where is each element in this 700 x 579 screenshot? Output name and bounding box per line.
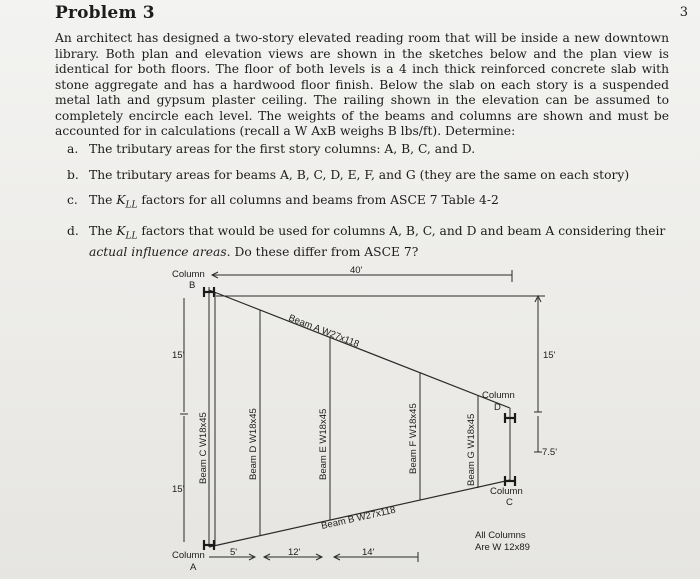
column-c-letter: C <box>506 497 513 508</box>
column-d-letter: D <box>494 402 501 413</box>
question-a <box>67 142 672 158</box>
kll-subscript: LL <box>125 231 138 242</box>
question-label: a. <box>67 142 79 156</box>
question-text: The tributary areas for the first story columns: A, B, C, and D. <box>89 142 476 156</box>
beam-g-label: Beam G W18x45 <box>466 413 477 486</box>
question-label: d. <box>67 223 79 238</box>
beam-e-label: Beam E W18x45 <box>318 408 329 480</box>
column-d-label: Column <box>482 390 515 401</box>
dim-right-upper-label: 15' <box>543 350 556 361</box>
dim-left-upper-label: 15' <box>172 350 185 361</box>
dim-top-label: 40' <box>350 265 363 276</box>
problem-title: Problem 3 <box>55 3 155 23</box>
beam-a-line <box>209 290 510 408</box>
problem-statement: An architect has designed a two-story elevated reading room that will be inside a new downtown library. Both plan and elevation views are shown in the sketches below and the plan view is identical for both floors. The floor of both levels is a 4 inch thick reinforced concrete slab with stone aggregate and has a hardwood floor finish. Below the slab on each story is a suspended metal lath and gypsum plaster ceiling. The railing shown in the elevation can be assumed to completely encircle each level. The weights of the beams and columns are shown and must be accounted for in calculations (recall a W AxB weighs B lbs/ft). Determine: <box>55 31 669 138</box>
beam-d-label: Beam D W18x45 <box>248 408 259 480</box>
column-c-label: Column <box>490 486 523 497</box>
question-list <box>67 142 672 260</box>
dim-bottom-1-label: 5' <box>230 547 238 558</box>
page-number: 3 <box>679 5 688 20</box>
question-label: b. <box>67 167 79 182</box>
kll-symbol: K <box>116 193 126 207</box>
column-b-label: Column <box>172 269 205 280</box>
column-a-letter: A <box>190 562 197 573</box>
question-text-pre: The <box>89 223 117 238</box>
column-b-letter: B <box>189 280 196 291</box>
beam-b-label: Beam B W27x118 <box>320 504 397 532</box>
question-b <box>67 168 672 184</box>
column-note-line1: All Columns <box>475 530 526 541</box>
beam-c-label: Beam C W18x45 <box>198 412 209 484</box>
kll-symbol: K <box>116 223 126 238</box>
plan-view-figure <box>160 262 580 574</box>
question-label: c. <box>67 193 78 207</box>
question-d <box>67 224 672 260</box>
question-text-mid: factors that would be used for columns A, B, C, and D and beam A considering their <box>137 223 666 238</box>
dim-bottom-3-label: 14' <box>362 547 375 558</box>
question-text-italic: actual influence areas <box>89 244 227 259</box>
dim-left-lower-label: 15' <box>172 484 185 495</box>
column-note-line2: Are W 12x89 <box>475 542 530 553</box>
column-a-label: Column <box>172 550 205 561</box>
question-c <box>67 193 672 214</box>
question-text-pre: The <box>89 193 117 207</box>
question-text-post: factors for all columns and beams from ASCE 7 Table 4-2 <box>137 193 499 207</box>
dim-bottom-2-label: 12' <box>288 547 301 558</box>
question-text: The tributary areas for beams A, B, C, D, E, F, and G (they are the same on each story) <box>89 167 630 182</box>
kll-subscript: LL <box>125 200 138 211</box>
dim-right-lower-label: 7.5' <box>542 447 558 458</box>
beam-f-label: Beam F W18x45 <box>408 403 419 474</box>
beam-a-label: Beam A W27x118 <box>286 312 361 351</box>
question-text-post: . Do these differ from ASCE 7? <box>226 244 419 259</box>
